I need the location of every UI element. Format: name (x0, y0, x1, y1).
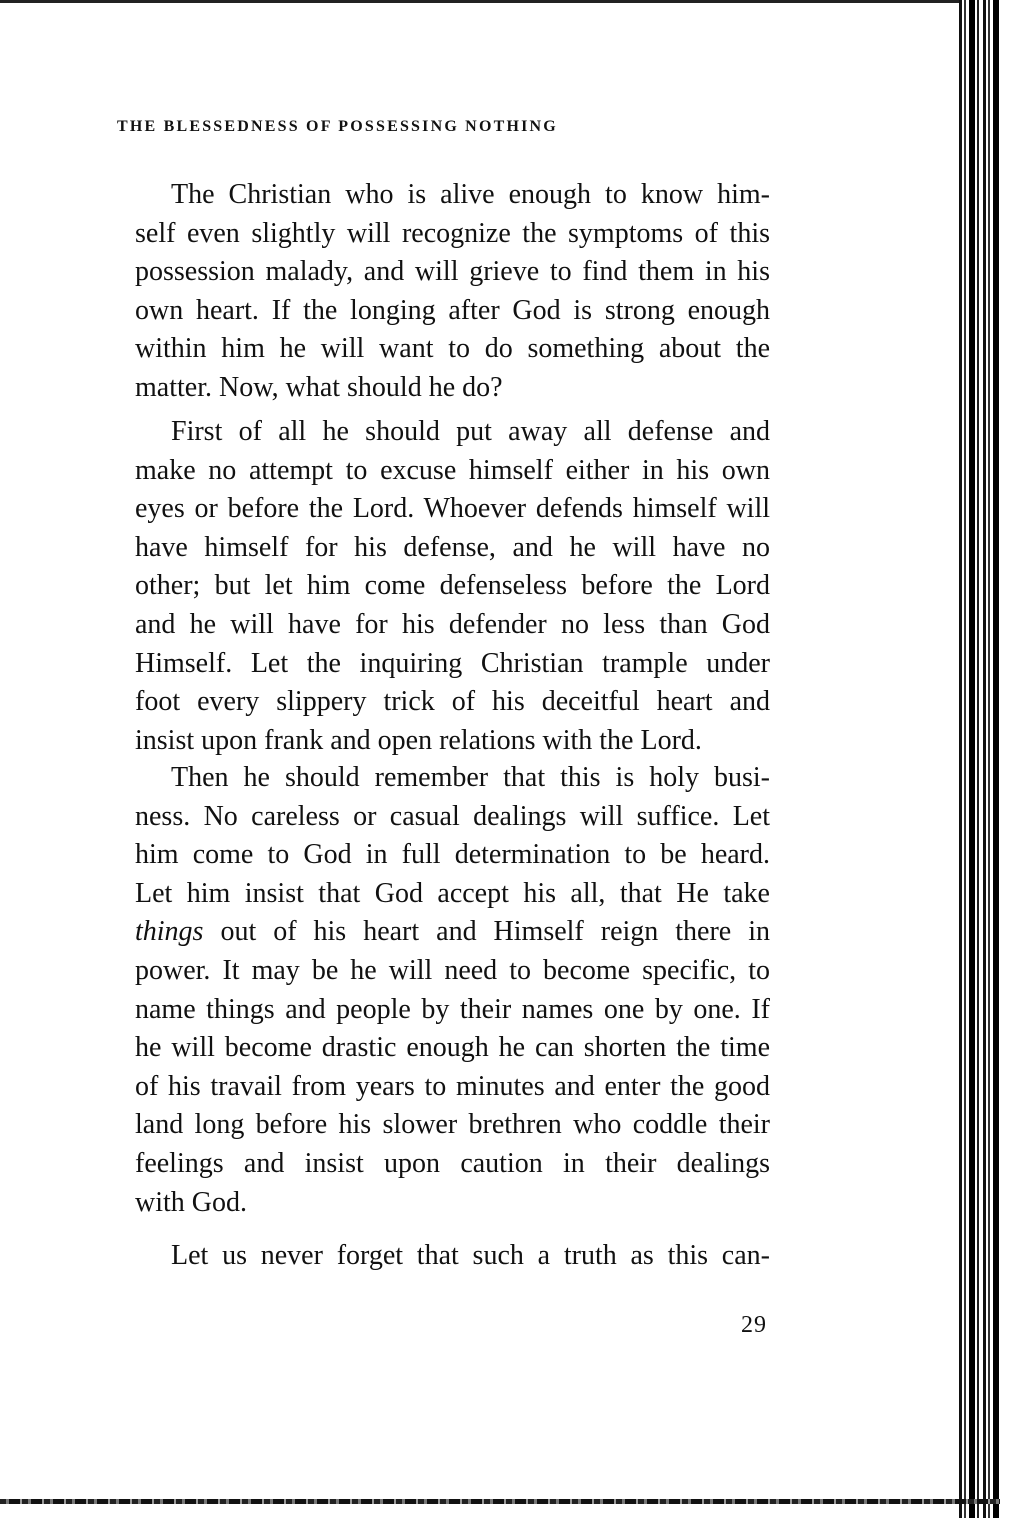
text-line: have himself for his defense, and he will have no (135, 531, 770, 563)
text-line: power. It may be he will need to become specific, to (135, 954, 770, 986)
scan-binding-edge (959, 0, 1001, 1518)
text-line: The Christian who is alive enough to know him- (171, 179, 770, 210)
text-line: land long before his slower brethren who coddle their (135, 1109, 770, 1141)
text-line: within him he will want to do something about the (135, 333, 770, 365)
text-line: insist upon frank and open relations with the Lord. (135, 724, 702, 756)
text-line: possession malady, and will grieve to find them in his (135, 256, 770, 288)
emphasis: things (135, 916, 204, 948)
paragraph (135, 176, 770, 408)
text-line: First of all he should put away all defense and (171, 416, 770, 447)
text-line: matter. Now, what should he do? (135, 371, 503, 403)
text-line: of his travail from years to minutes and enter the good (135, 1070, 770, 1102)
text-line: ness. No careless or casual dealings will suffice. Let (135, 800, 770, 832)
text-line: own heart. If the longing after God is strong enough (135, 294, 770, 326)
paragraph (135, 413, 770, 760)
running-head: THE BLESSEDNESS OF POSSESSING NOTHING (117, 118, 558, 135)
text-line: with God. (135, 1186, 247, 1218)
text-line: make no attempt to excuse himself either in his own (135, 454, 770, 486)
scan-top-edge (0, 0, 960, 3)
scan-bottom-edge (0, 1499, 1000, 1504)
text-line: feelings and insist upon caution in their dealings (135, 1147, 770, 1179)
paragraph (135, 1237, 770, 1276)
text-line: eyes or before the Lord. Whoever defends himself will (135, 493, 770, 525)
text-line: he will become drastic enough he can shorten the time (135, 1032, 770, 1064)
text-line: Let us never forget that such a truth as this can- (171, 1240, 770, 1271)
text-line: Himself. Let the inquiring Christian trample under (135, 647, 770, 679)
text-line: name things and people by their names one by one. If (135, 993, 770, 1025)
text-line: him come to God in full determination to be heard. (135, 839, 770, 871)
text-line: foot every slippery trick of his deceitful heart and (135, 686, 770, 718)
text-line: self even slightly will recognize the symptoms of this (135, 217, 770, 249)
text-line: Then he should remember that this is holy busi- (171, 762, 770, 793)
page-number: 29 (741, 1312, 767, 1338)
paragraph (135, 759, 770, 1222)
text-line: and he will have for his defender no less than God (135, 608, 770, 640)
text-line: other; but let him come defenseless before the Lord (135, 570, 770, 602)
text-line: things out of his heart and Himself reign there in (135, 916, 770, 948)
text-line: Let him insist that God accept his all, that He take (135, 877, 770, 909)
